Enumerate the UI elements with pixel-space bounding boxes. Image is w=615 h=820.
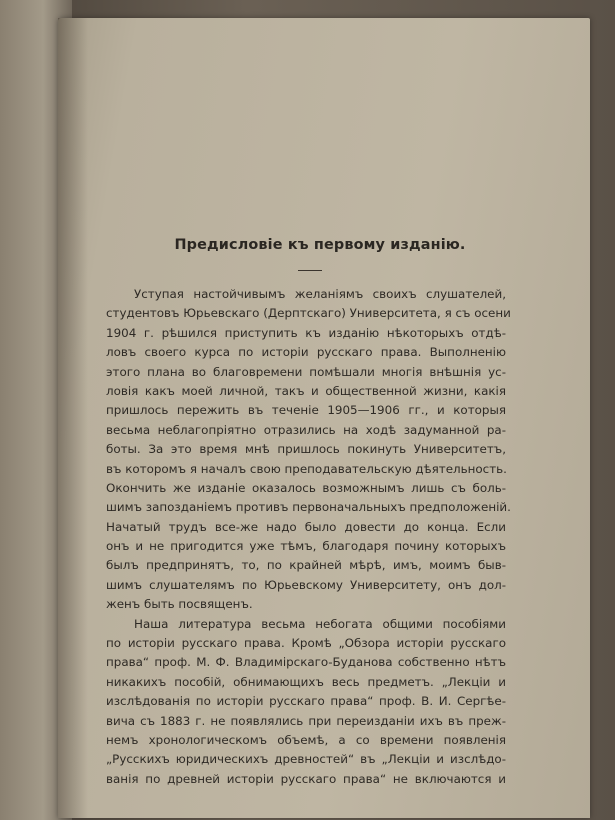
text-line: вича съ 1883 г. не появлялись при переизданіи ихъ въ преж- <box>106 713 506 728</box>
text-line: 1904 г. рѣшился приступить къ изданію нѣкоторыхъ отдѣ- <box>106 325 506 340</box>
text-line: ванія по древней исторіи русскаго права“ не включаются и <box>106 771 506 786</box>
text-line: ловія какъ моей личной, такъ и общественной жизни, какія <box>106 383 506 398</box>
text-line: этого плана во благовремени помѣшали многія внѣшнія ус- <box>106 364 506 379</box>
text-line: „Русскихъ юридическихъ древностей“ въ „Лекціи и изслѣдо- <box>106 752 506 767</box>
text-line: весьма неблагопріятно отразились на ходѣ задуманной ра- <box>106 422 506 437</box>
text-line: права“ проф. М. Ф. Владимірскаго-Буданова собственно нѣтъ <box>106 655 506 670</box>
preface-heading: Предисловіе къ первому изданію. <box>174 237 466 253</box>
text-line: Уступая настойчивымъ желаніямъ своихъ слушателей, <box>134 287 506 301</box>
text-line: женъ быть посвященъ. <box>106 597 253 612</box>
text-line: пришлось пережить въ теченіе 1905—1906 гг., и которыя <box>106 403 506 418</box>
text-line: студентовъ Юрьевскаго (Дерптскаго) Университета, я съ осени <box>106 306 511 321</box>
text-line: шимъ слушателямъ по Юрьевскому Университету, онъ дол- <box>106 577 506 592</box>
text-line: Начатый трудъ все-же надо было довести до конца. Если <box>106 519 506 534</box>
preface-body <box>106 285 511 789</box>
text-line: былъ предпринятъ, то, по крайней мѣрѣ, имъ, моимъ быв- <box>106 558 506 573</box>
text-line: немъ хронологическомъ объемѣ, а со времени появленія <box>106 732 506 747</box>
text-line: никакихъ пособій, обнимающихъ весь предметъ. „Лекціи и <box>106 674 506 689</box>
text-line: ловъ своего курса по исторіи русскаго права. Выполненію <box>106 345 506 360</box>
text-line: Окончить же изданіе оказалось возможнымъ лишь съ боль- <box>106 480 506 495</box>
gutter-shadow <box>58 18 88 818</box>
text-line: по исторіи русскаго права. Кромѣ „Обзора исторіи русскаго <box>106 636 506 651</box>
text-line: шимъ запозданіемъ противъ первоначальныхъ предположеній. <box>106 500 511 515</box>
text-line: Наша литература весьма небогата общими пособіями <box>134 616 506 631</box>
heading-rule <box>298 270 322 271</box>
text-line: въ которомъ я началъ свою преподавательскую дѣятельность. <box>106 461 507 476</box>
text-line: боты. За это время мнѣ пришлось покинуть Университетъ, <box>106 442 506 457</box>
text-line: изслѣдованія по исторіи русскаго права“ проф. В. И. Сергѣе- <box>106 694 506 709</box>
text-line: онъ и не пригодится уже тѣмъ, благодаря почину которыхъ <box>106 539 506 554</box>
